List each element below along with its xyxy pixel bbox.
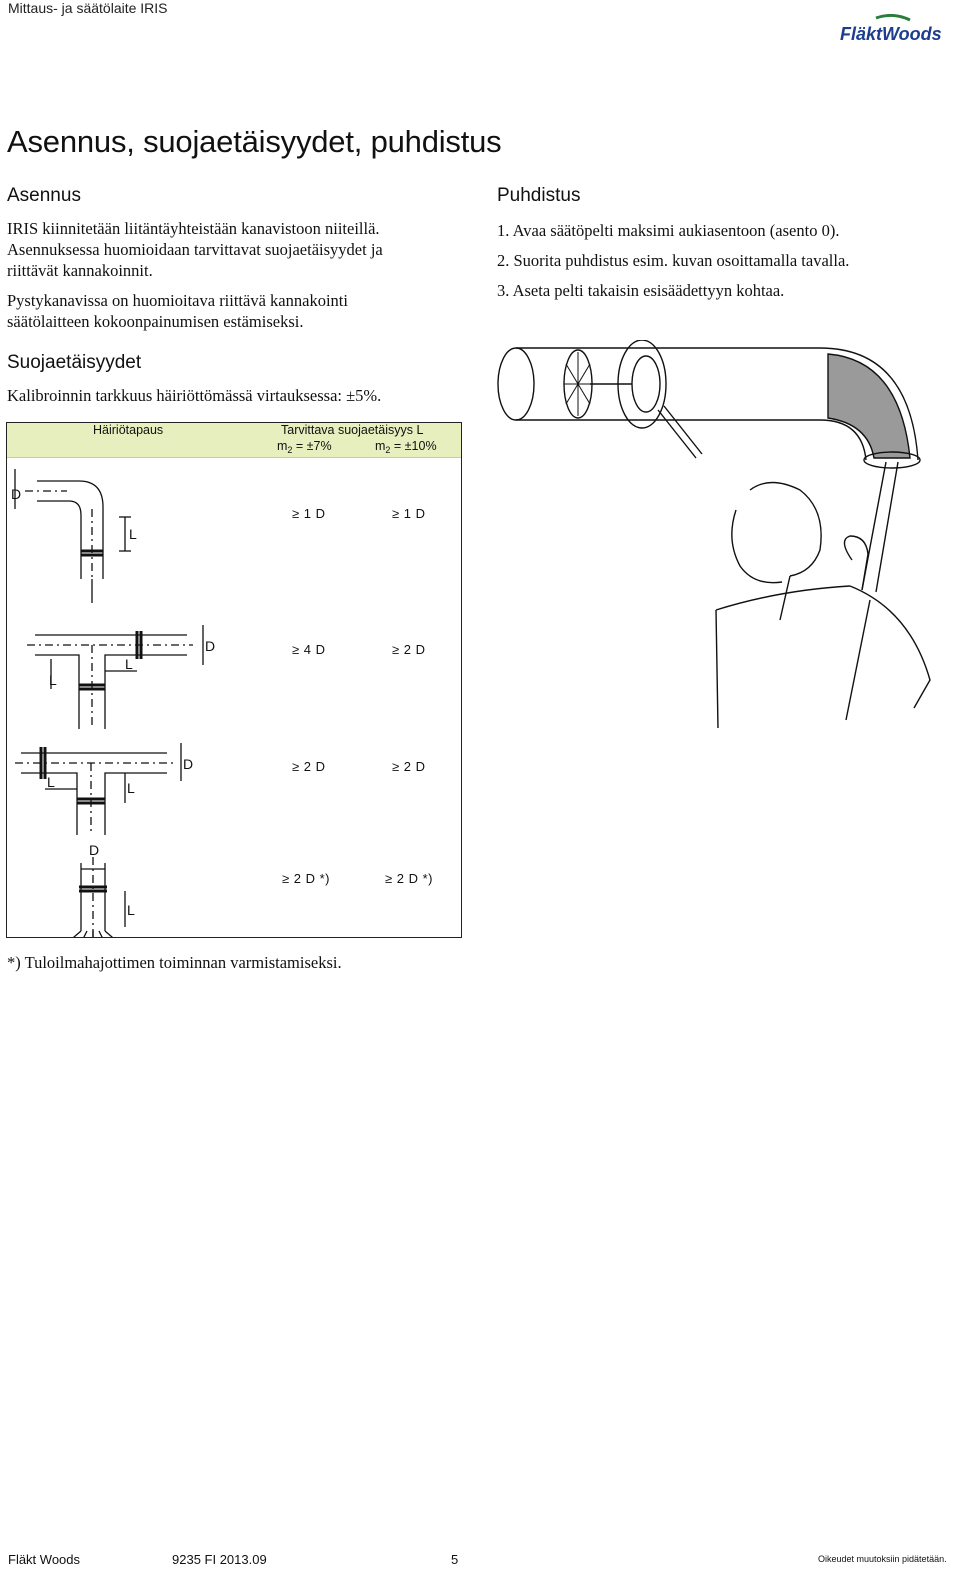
dim-d-label: D bbox=[89, 842, 100, 858]
dim-l-label: L bbox=[49, 672, 57, 688]
asennus-line: IRIS kiinnitetään liitäntäyhteistään kanavistoon niiteillä. bbox=[7, 219, 380, 238]
distance-table bbox=[6, 422, 462, 938]
dim-l-label: L bbox=[127, 780, 135, 796]
column-header-m7: $m_2 = \pm 7\%$ bbox=[277, 439, 332, 455]
dim-d-label: D bbox=[183, 756, 194, 772]
person-head bbox=[750, 483, 821, 577]
tee-through-diagram bbox=[15, 743, 181, 835]
dim-d-label: D bbox=[11, 486, 22, 502]
puhdistus-steps bbox=[497, 216, 947, 306]
asennus-line: Asennuksessa huomioidaan tarvittavat suojaetäisyydet ja bbox=[7, 240, 383, 259]
footer-company: Fläkt Woods bbox=[8, 1552, 81, 1567]
puhdistus-step: 3. Aseta pelti takaisin esisäädettyyn kohtaa. bbox=[497, 281, 785, 300]
brand-logo bbox=[838, 14, 948, 46]
elbow-diagram bbox=[15, 469, 131, 603]
row2-value-m7: ≥ 4 D bbox=[292, 642, 326, 657]
puhdistus-step: 1. Avaa säätöpelti maksimi aukiasentoon (asento 0). bbox=[497, 221, 840, 240]
row1-value-m10: ≥ 1 D bbox=[392, 506, 426, 521]
footer-page-number: 5 bbox=[451, 1552, 459, 1567]
section-heading-puhdistus: Puhdistus bbox=[497, 185, 581, 206]
page-title: Asennus, suojaetäisyydet, puhdistus bbox=[7, 124, 502, 159]
section-heading-asennus: Asennus bbox=[7, 185, 81, 206]
footer-rights: Oikeudet muutoksiin pidätetään. bbox=[818, 1554, 947, 1564]
dim-l-label: L bbox=[127, 902, 135, 918]
asennus-line: riittävät kannakoinnit. bbox=[7, 261, 153, 280]
document-header-title: Mittaus- ja säätölaite IRIS bbox=[8, 0, 168, 16]
footer-code: 9235 FI 2013.09 bbox=[172, 1552, 267, 1567]
column-header-m10: $m_2 = \pm 10\%$ bbox=[375, 439, 437, 455]
row4-value-m10: ≥ 2 D *) bbox=[385, 871, 433, 886]
diffuser-diagram bbox=[63, 857, 125, 937]
row2-value-m10: ≥ 2 D bbox=[392, 642, 426, 657]
column-header-distance: Tarvittava suojaetäisyys L bbox=[281, 423, 424, 437]
dim-l-label: L bbox=[47, 774, 55, 790]
section-heading-suojaetaisyydet: Suojaetäisyydet bbox=[7, 352, 142, 373]
svg-text:FläktWoods: FläktWoods bbox=[840, 24, 942, 44]
dim-d-label: D bbox=[205, 638, 216, 654]
dim-l-label: L bbox=[125, 656, 133, 672]
asennus-text bbox=[7, 218, 477, 332]
dim-l-label: L bbox=[129, 526, 137, 542]
table-header bbox=[7, 423, 461, 458]
row1-value-m7: ≥ 1 D bbox=[292, 506, 326, 521]
row3-value-m7: ≥ 2 D bbox=[292, 759, 326, 774]
asennus-line: Pystykanavissa on huomioitava riittävä kannakointi bbox=[7, 291, 348, 310]
accuracy-text: Kalibroinnin tarkkuus häiriöttömässä virtauksessa: ±5%. bbox=[7, 386, 382, 405]
puhdistus-step: 2. Suorita puhdistus esim. kuvan osoittamalla tavalla. bbox=[497, 251, 850, 270]
row4-value-m7: ≥ 2 D *) bbox=[282, 871, 330, 886]
cleaning-illustration bbox=[490, 340, 950, 730]
asennus-line: säätölaitteen kokoonpainumisen estämiseksi. bbox=[7, 312, 304, 331]
column-header-disturbance: Häiriötapaus bbox=[93, 423, 164, 437]
row3-value-m10: ≥ 2 D bbox=[392, 759, 426, 774]
disturbance-diagrams bbox=[7, 459, 461, 937]
footnote: *) Tuloilmahajottimen toiminnan varmistamiseksi. bbox=[7, 953, 342, 972]
